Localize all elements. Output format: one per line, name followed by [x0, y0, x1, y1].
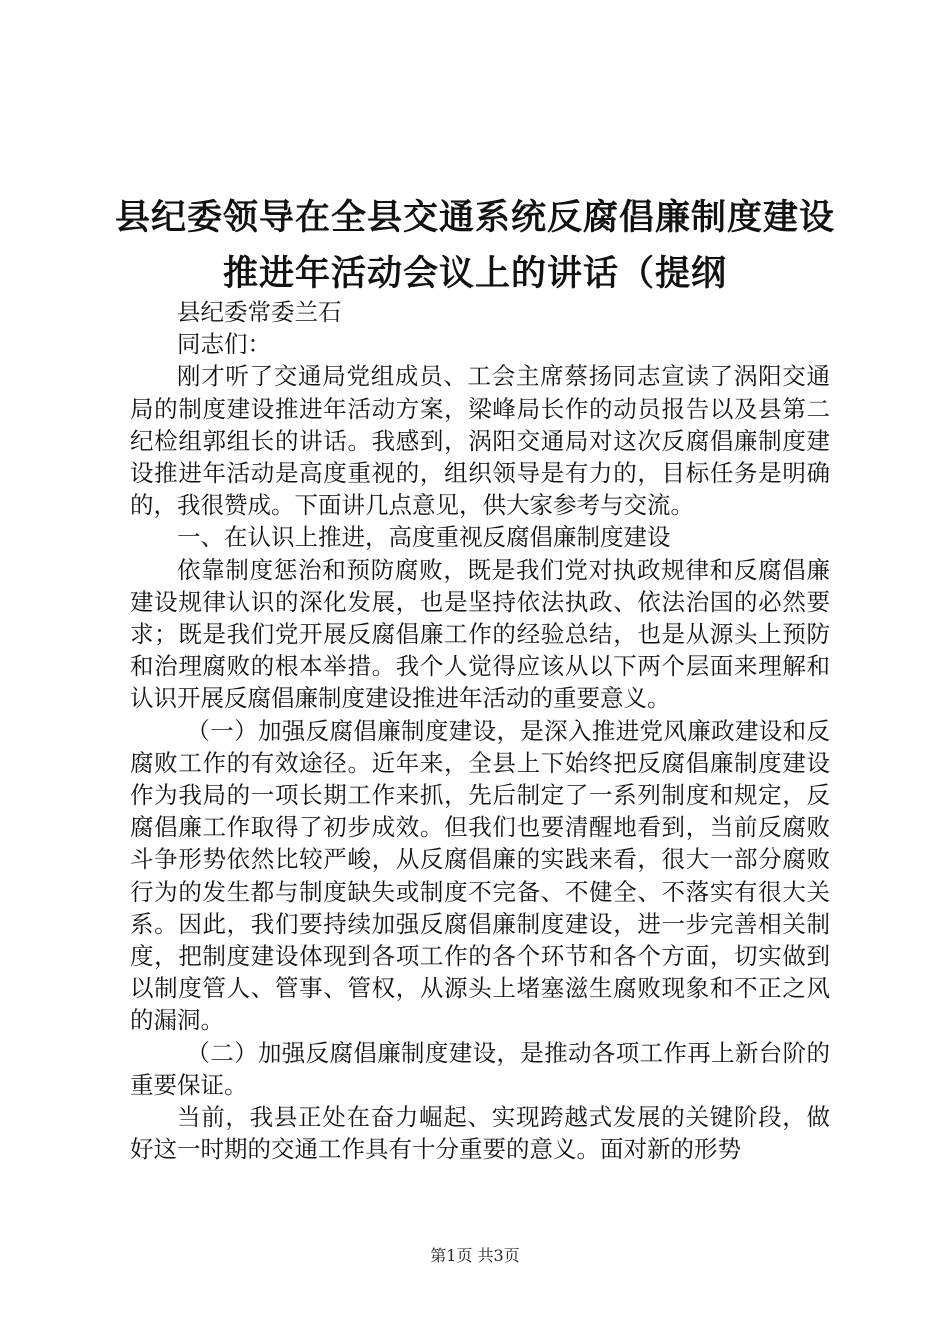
body-paragraph: （二）加强反腐倡廉制度建设，是推动各项工作再上新台阶的重要保证。	[130, 1038, 830, 1099]
document-title-line-2: 推进年活动会议上的讲话（提纲	[222, 253, 727, 294]
body-paragraph: 当前，我县正处在奋力崛起、实现跨越式发展的关键阶段，做好这一时期的交通工作具有十分重要的意义。面对新的形势	[130, 1103, 830, 1164]
body-paragraph: 刚才听了交通局党组成员、工会主席蔡扬同志宣读了涡阳交通局的制度建设推进年活动方案，梁峰局长作的动员报告以及县第二纪检组郭组长的讲话。我感到，涡阳交通局对这次反腐倡廉制度建设推进年活动是高度重视的，组织领导是有力的，目标任务是明确的，我很赞成。下面讲几点意见，供大家参考与交流。	[130, 362, 830, 520]
body-paragraph: 依靠制度惩治和预防腐败，既是我们党对执政规律和反腐倡廉建设规律认识的深化发展，也是坚持依法执政、依法治国的必然要求；既是我们党开展反腐倡廉工作的经验总结，也是从源头上预防和治理腐败的根本举措。我个人觉得应该从以下两个层面来理解和认识开展反腐倡廉制度建设推进年活动的重要意义。	[130, 555, 830, 713]
body-paragraph: （一）加强反腐倡廉制度建设，是深入推进党风廉政建设和反腐败工作的有效途径。近年来，全县上下始终把反腐倡廉制度建设作为我局的一项长期工作来抓，先后制定了一系列制度和规定，反腐倡廉工作取得了初步成效。但我们也要清醒地看到，当前反腐败斗争形势依然比较严峻，从反腐倡廉的实践来看，很大一部分腐败行为的发生都与制度缺失或制度不完备、不健全、不落实有很大关系。因此，我们要持续加强反腐倡廉制度建设，进一步完善相关制度，把制度建设体现到各项工作的各个环节和各个方面，切实做到以制度管人、管事、管权，从源头上堵塞滋生腐败现象和不正之风的漏洞。	[130, 716, 830, 1035]
author-line: 县纪委常委兰石	[177, 298, 342, 326]
document-title-line-1: 县纪委领导在全县交通系统反腐倡廉制度建设	[114, 197, 835, 238]
section-heading: 一、在认识上推进，高度重视反腐倡廉制度建设	[177, 523, 671, 552]
salutation: 同志们：	[177, 330, 271, 359]
document-body	[130, 296, 830, 1165]
page-number-footer: 第1页 共3页	[430, 1246, 520, 1265]
